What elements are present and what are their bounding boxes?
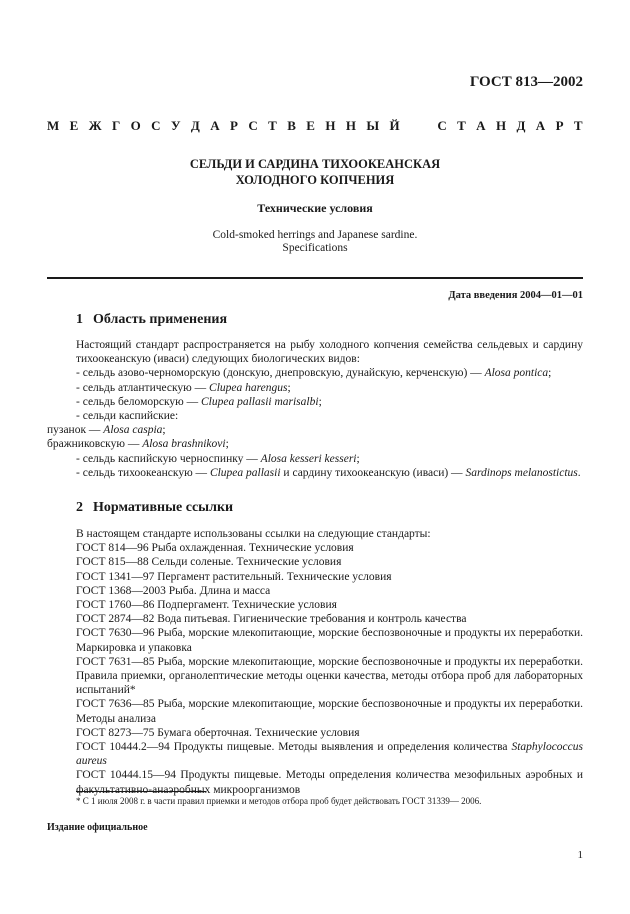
heading-letter: У — [170, 118, 181, 133]
species-item-last — [47, 466, 583, 480]
reference-item: ГОСТ 8273—75 Бумага оберточная. Технические условия — [76, 726, 360, 739]
reference-latin: Staphylococcus aureus — [76, 741, 583, 768]
heading-letter: Н — [325, 118, 336, 133]
heading-letter: А — [476, 118, 486, 133]
reference-text: ГОСТ 10444.2—94 Продукты пищевые. Методы выявления и определения количества — [76, 741, 512, 754]
species-text: - сельди каспийские: — [76, 410, 179, 423]
heading-letter: Н — [495, 118, 507, 133]
heading-letter — [424, 118, 427, 134]
heading-letter: В — [287, 118, 296, 133]
species-item — [47, 409, 583, 423]
heading-letter: Д — [516, 118, 526, 133]
heading-letter: Р — [230, 118, 238, 133]
title-divider — [47, 277, 583, 279]
species-latin: Sardinops melanostictus — [465, 466, 578, 479]
species-latin: Clupea pallasii marisalbi — [200, 395, 319, 408]
document-title — [47, 156, 583, 188]
reference-item: ГОСТ 7636—85 Рыба, морские млекопитающие, морские беспозвоночные и продукты их переработки. Методы анализа — [76, 698, 583, 725]
heading-letter: Д — [190, 118, 200, 133]
heading-letter: Т — [457, 118, 466, 133]
reference-item: ГОСТ 1368—2003 Рыба. Длина и масса — [76, 584, 271, 597]
species-text: - сельдь каспийскую черноспинку — — [76, 452, 261, 465]
reference-list — [47, 541, 583, 626]
section-2-title: Нормативные ссылки — [93, 500, 234, 515]
document-subtitle: Технические условия — [257, 201, 373, 215]
heading-letter: С — [437, 118, 447, 133]
heading-letter: А — [535, 118, 546, 133]
section-2-heading — [76, 500, 233, 516]
section-1-intro: Настоящий стандарт распространяется на рыбу холодного копчения семейства сельдевых и сардину тихоокеанскую (иваси) следующих биологических видов: — [76, 339, 583, 366]
heading-letter: Ы — [366, 118, 380, 133]
footnote: * С 1 июля 2008 г. в части правил приемки и методов отбора проб будет действовать ГОСТ 31339— 2006. — [76, 796, 482, 806]
heading-letter: Н — [345, 118, 356, 133]
species-tail: ; — [225, 438, 229, 451]
footnote-divider — [76, 791, 206, 792]
english-title — [47, 229, 583, 254]
species-latin: Alosa pontica — [484, 367, 549, 380]
heading-letter: Т — [268, 118, 277, 133]
heading-letter: С — [248, 118, 258, 133]
species-tail: . — [577, 466, 581, 479]
species-text: и сардину тихоокеанскую (иваси) — — [280, 466, 466, 479]
species-tail: ; — [287, 381, 291, 394]
section-1-number: 1 — [76, 312, 83, 327]
document-number: ГОСТ 813—2002 — [469, 74, 583, 90]
edition-label: Издание официальное — [47, 822, 148, 833]
reference-item: ГОСТ 814—96 Рыба охлажденная. Технические условия — [76, 542, 354, 555]
heading-letter: Т — [573, 118, 583, 133]
heading-letter: Р — [555, 118, 564, 133]
species-item — [47, 437, 583, 451]
species-text: - сельдь атлантическую — — [76, 381, 210, 394]
species-latin: Alosa brashnikovi — [142, 438, 226, 451]
reference-item — [47, 740, 583, 768]
species-tail: ; — [318, 395, 322, 408]
section-1-body — [47, 338, 583, 480]
species-item — [47, 366, 583, 380]
species-item — [47, 381, 583, 395]
species-text: бражниковскую — — [47, 438, 143, 451]
species-latin: Alosa caspia — [103, 424, 163, 437]
reference-item: ГОСТ 1760—86 Подпергамент. Технические условия — [76, 599, 337, 612]
heading-letter: Е — [306, 118, 315, 133]
species-text: пузанок — — [47, 424, 104, 437]
reference-item: ГОСТ 2874—82 Вода питьевая. Гигиенические требования и контроль качества — [76, 613, 467, 626]
reference-item: ГОСТ 7630—96 Рыба, морские млекопитающие, морские беспозвоночные и продукты их переработки. Маркировка и упаковка — [76, 627, 583, 654]
species-text: - сельдь азово-черноморскую (донскую, днепровскую, дунайскую, керченскую) — — [76, 367, 485, 380]
heading-letter: С — [151, 118, 161, 133]
species-text: - сельдь тихоокеанскую — — [76, 466, 210, 479]
reference-item: ГОСТ 815—88 Сельди соленые. Технические условия — [76, 556, 342, 569]
section-2-intro: В настоящем стандарте использованы ссылки на следующие стандарты: — [76, 528, 431, 540]
heading-letter: М — [47, 118, 60, 133]
species-list — [47, 366, 583, 465]
species-item — [47, 452, 583, 466]
heading-letter — [410, 118, 413, 134]
reference-item: ГОСТ 7631—85 Рыба, морские млекопитающие, морские беспозвоночные и продукты их переработки. Правила приемки, органолептические методы оценки качества, методы отбора проб для лабораторных испытаний* — [76, 655, 583, 697]
section-2-number: 2 — [76, 500, 83, 515]
species-item — [47, 395, 583, 409]
reference-item: ГОСТ 10444.15—94 Продукты пищевые. Методы определения количества мезофильных аэробных и факультативно-анаэробных микроорганизмов — [76, 769, 583, 796]
species-latin: Clupea harengus — [209, 381, 288, 394]
section-1-title: Область применения — [93, 312, 228, 327]
species-latin: Alosa kesseri kesseri — [260, 452, 357, 465]
species-text: - сельдь беломорскую — — [76, 395, 201, 408]
species-tail: ; — [162, 424, 166, 437]
reference-item: ГОСТ 1341—97 Пергамент растительный. Технические условия — [76, 570, 392, 583]
species-tail: ; — [548, 367, 552, 380]
interstate-standard-heading — [47, 118, 583, 134]
introduction-date: Дата введения 2004—01—01 — [448, 290, 583, 301]
section-1-heading — [76, 312, 227, 328]
heading-letter: А — [210, 118, 220, 133]
english-title-line-2: Specifications — [282, 241, 348, 254]
page-number: 1 — [577, 849, 583, 861]
heading-letter: Й — [389, 118, 400, 133]
species-item — [47, 423, 583, 437]
heading-letter: Г — [111, 118, 121, 133]
heading-letter: Е — [69, 118, 79, 133]
heading-letter: Ж — [88, 118, 102, 133]
english-title-line-1: Cold-smoked herrings and Japanese sardine. — [212, 229, 418, 241]
species-latin: Clupea pallasii — [209, 466, 281, 479]
heading-letter: О — [130, 118, 141, 133]
section-2-body — [47, 527, 583, 797]
title-line-1: СЕЛЬДИ И САРДИНА ТИХООКЕАНСКАЯ — [189, 157, 441, 171]
species-tail: ; — [356, 452, 360, 465]
title-line-2: ХОЛОДНОГО КОПЧЕНИЯ — [235, 173, 395, 187]
